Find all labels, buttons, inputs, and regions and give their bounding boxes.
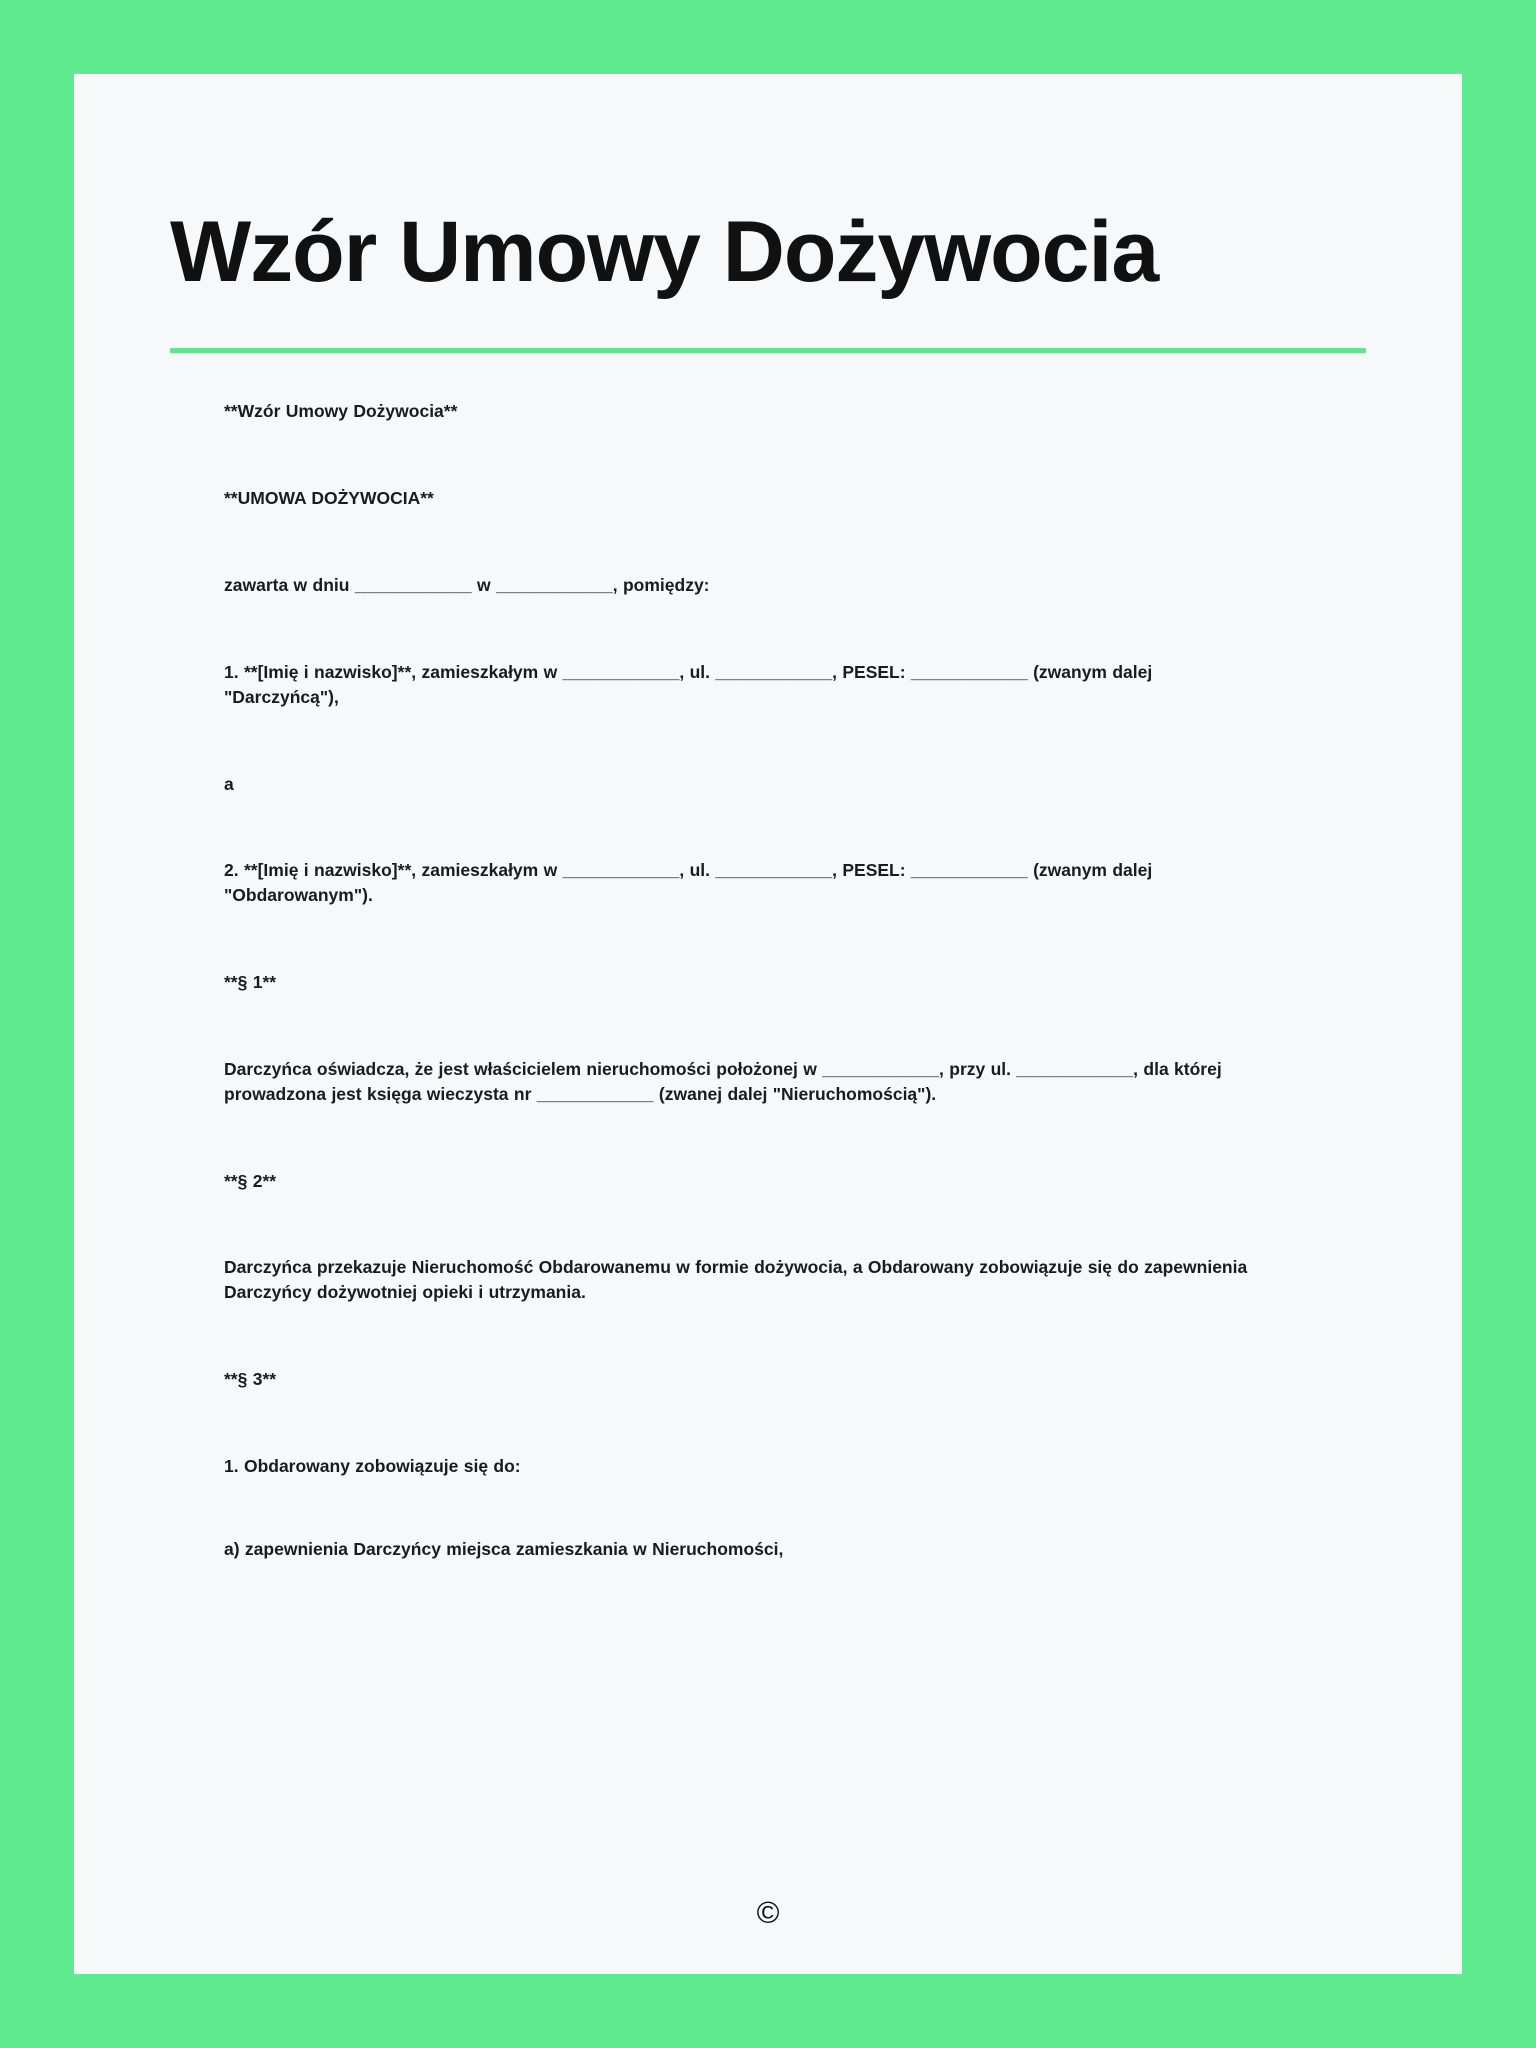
list-item: a) zapewnienia Darczyńcy miejsca zamieszkania w Nieruchomości, [224,1538,784,1559]
paragraph: **Wzór Umowy Dożywocia** [224,401,458,422]
section-heading: **§ 2** [224,1170,277,1191]
document-header [74,74,1462,348]
footer [74,1897,1462,1928]
list-item: 1. Obdarowany zobowiązuje się do: [224,1455,521,1476]
paragraph: Darczyńca oświadcza, że jest właścicielem nieruchomości położonej w ____________, przy ul. ____________, dla której prowadzona jest księga wieczysta nr ____________ (zwanej dalej "Nieruchomością"). [224,1058,1222,1104]
section-heading: **§ 3** [224,1369,277,1390]
document-body [74,353,1462,1561]
paragraph: 1. **[Imię i nazwisko]**, zamieszkałym w ____________, ul. ____________, PESEL: ____________ (zwanym dalej "Darczyńcą"), [224,661,1153,707]
document-page [74,74,1462,1974]
paragraph: 2. **[Imię i nazwisko]**, zamieszkałym w ____________, ul. ____________, PESEL: ____________ (zwanym dalej "Obdarowanym"). [224,860,1153,906]
paragraph: Darczyńca przekazuje Nieruchomość Obdarowanemu w formie dożywocia, a Obdarowany zobowiązuje się do zapewnienia Darczyńcy dożywotniej opieki i utrzymania. [224,1257,1248,1303]
paragraph: zawarta w dniu ____________ w ____________, pomiędzy: [224,575,710,595]
paragraph: a [224,773,234,794]
copyright-icon: © [756,1895,780,1930]
section-heading: **§ 1** [224,972,277,993]
paragraph: **UMOWA DOŻYWOCIA** [224,488,434,509]
page-title: Wzór Umowy Dożywocia [170,204,1159,300]
